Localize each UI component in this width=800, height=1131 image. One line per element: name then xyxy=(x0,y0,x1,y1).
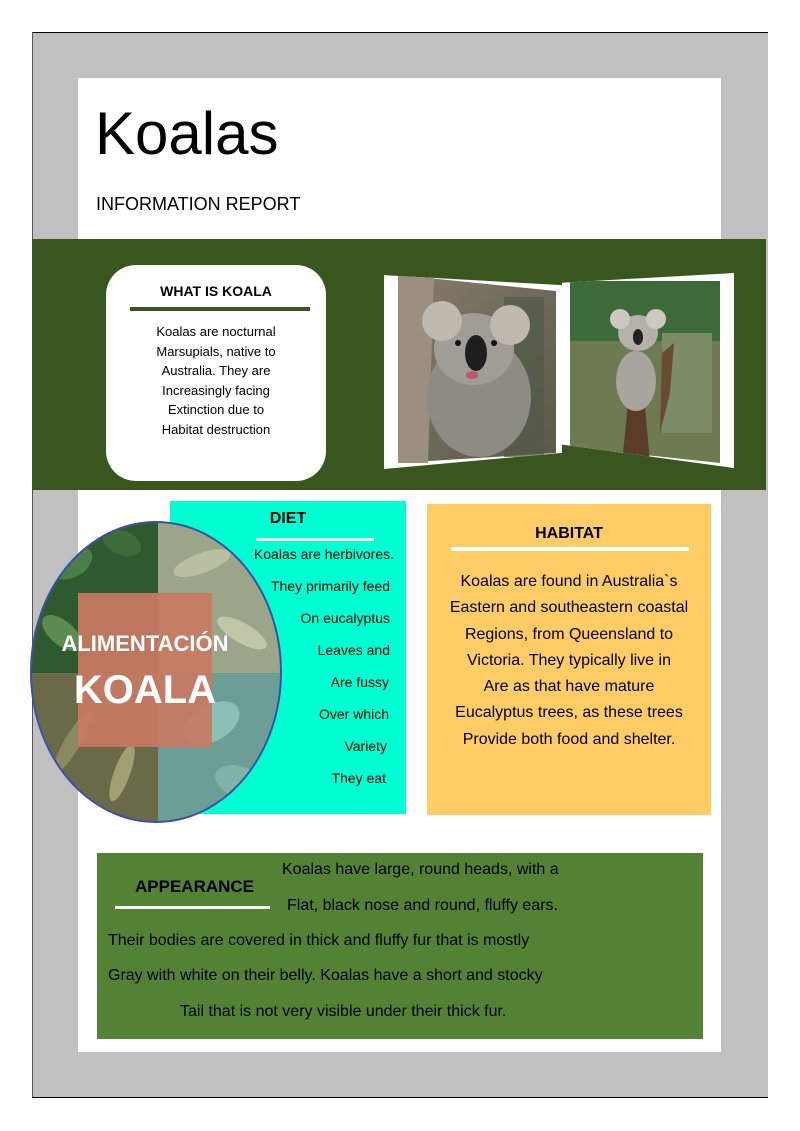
diet-line: On eucalyptus xyxy=(300,610,390,626)
image-caption-bottom: KOALA xyxy=(73,668,217,712)
frame-border-bottom xyxy=(32,1097,768,1098)
appearance-line: Koalas have large, round heads, with a xyxy=(282,861,559,878)
what-is-line: Australia. They are xyxy=(161,363,271,379)
appearance-underline xyxy=(115,906,270,909)
what-is-line: Marsupials, native to xyxy=(156,343,276,359)
diet-line: Are fussy xyxy=(330,674,389,690)
diet-line: Variety xyxy=(344,738,387,754)
diet-line: Over which xyxy=(318,706,389,722)
habitat-line: Eucalyptus trees, as these trees xyxy=(455,704,683,722)
what-is-line: Koalas are nocturnal xyxy=(156,324,276,339)
eucalyptus-image xyxy=(30,521,282,823)
what-is-line: Increasingly facing xyxy=(162,382,270,398)
appearance-line: Their bodies are covered in thick and fluffy fur that is mostly xyxy=(108,932,530,949)
diet-line: They primarily feed xyxy=(270,578,390,594)
diet-line: They eat xyxy=(331,770,386,786)
what-is-line: Extinction due to xyxy=(167,402,265,418)
habitat-line: Are as that have mature xyxy=(483,678,655,696)
frame-border-left xyxy=(32,32,33,1098)
what-is-koala-heading: WHAT IS KOALA xyxy=(160,283,272,299)
habitat-line: Provide both food and shelter. xyxy=(462,730,676,748)
what-is-koala-text xyxy=(116,322,316,440)
page-title: Koalas xyxy=(95,100,279,167)
what-is-koala-underline xyxy=(130,307,310,311)
habitat-heading: HABITAT xyxy=(535,525,603,542)
habitat-line: Eastern and southeastern coastal xyxy=(449,599,689,617)
frame-border-top xyxy=(78,32,768,33)
habitat-underline xyxy=(451,547,689,551)
appearance-line: Flat, black nose and round, fluffy ears. xyxy=(287,897,558,914)
koala-photo-closeup xyxy=(384,267,562,469)
page-subtitle: INFORMATION REPORT xyxy=(96,194,301,214)
diet-line: Koalas are herbivores. xyxy=(253,546,394,562)
appearance-line: Tail that is not very visible under their thick fur. xyxy=(180,1003,507,1020)
diet-line: Leaves and xyxy=(317,642,390,658)
appearance-heading: APPEARANCE xyxy=(135,877,255,896)
koala-photo-tree xyxy=(562,273,734,468)
appearance-line: Gray with white on their belly. Koalas have a short and stocky xyxy=(108,967,543,984)
habitat-text xyxy=(432,569,706,753)
habitat-line: Koalas are found in Australia`s xyxy=(460,573,678,590)
what-is-line: Habitat destruction xyxy=(161,421,271,437)
image-caption-top: ALIMENTACIÓN xyxy=(61,631,229,656)
habitat-line: Regions, from Queensland to xyxy=(464,625,674,643)
diet-underline xyxy=(256,538,374,541)
diet-heading: DIET xyxy=(269,510,307,527)
habitat-line: Victoria. They typically live in xyxy=(467,651,671,669)
